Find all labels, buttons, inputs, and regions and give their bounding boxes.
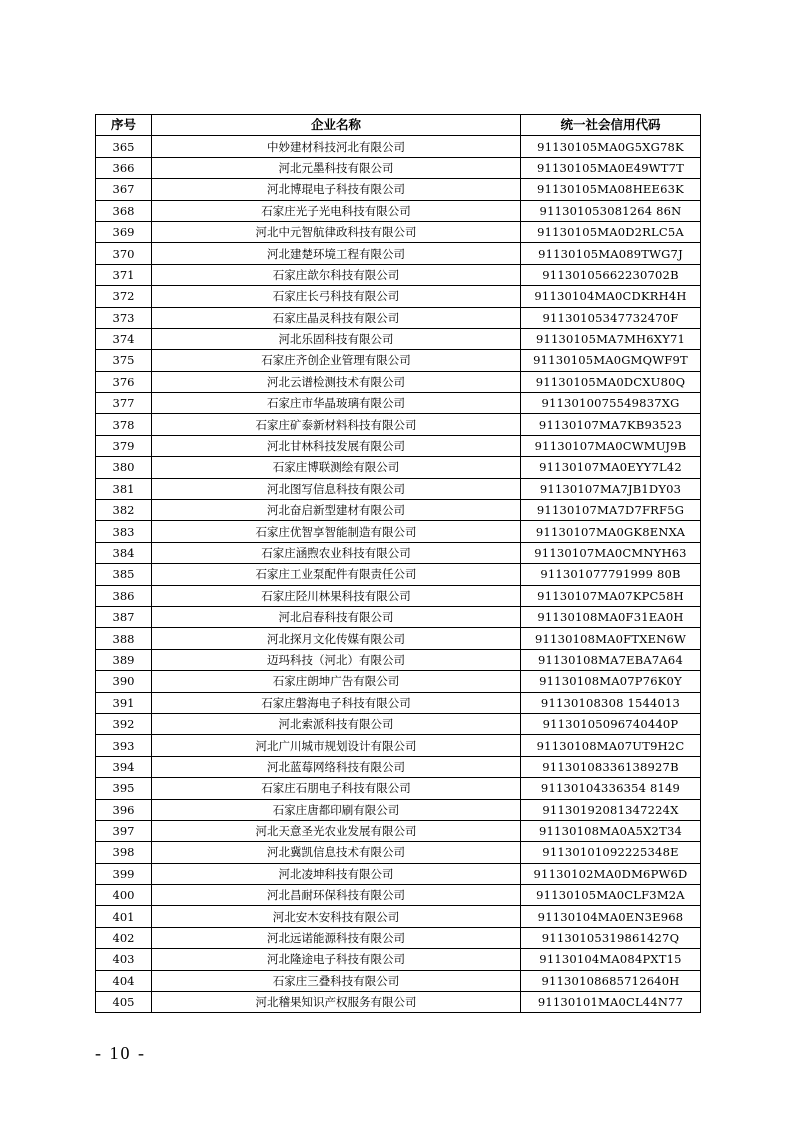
cell-serial-number: 395 (96, 778, 152, 799)
cell-credit-code: 91130107MA7KB93523 (521, 414, 701, 435)
table-row (96, 778, 701, 799)
table-row (96, 863, 701, 884)
table-row (96, 307, 701, 328)
cell-company-name: 河北博琨电子科技有限公司 (152, 179, 521, 200)
cell-credit-code: 91130105MA0CLF3M2A (521, 885, 701, 906)
cell-company-name: 石家庄涵煦农业科技有限公司 (152, 542, 521, 563)
cell-credit-code: 91130105662230702B (521, 264, 701, 285)
table-row (96, 992, 701, 1013)
table-row (96, 350, 701, 371)
cell-credit-code: 91130101MA0CL44N77 (521, 992, 701, 1013)
cell-credit-code: 91130107MA07KPC58H (521, 585, 701, 606)
cell-credit-code: 91130107MA0EYY7L42 (521, 457, 701, 478)
cell-serial-number: 374 (96, 328, 152, 349)
cell-credit-code: 91130107MA0CMNYH63 (521, 542, 701, 563)
cell-credit-code: 91130107MA0GK8ENXA (521, 521, 701, 542)
cell-credit-code: 91130108MA07UT9H2C (521, 735, 701, 756)
cell-serial-number: 368 (96, 200, 152, 221)
table-row (96, 970, 701, 991)
cell-company-name: 河北凌坤科技有限公司 (152, 863, 521, 884)
table-row (96, 628, 701, 649)
cell-company-name: 河北冀凯信息技术有限公司 (152, 842, 521, 863)
table-row (96, 927, 701, 948)
cell-serial-number: 378 (96, 414, 152, 435)
cell-company-name: 河北中元智航律政科技有限公司 (152, 221, 521, 242)
cell-company-name: 石家庄晶灵科技有限公司 (152, 307, 521, 328)
cell-credit-code: 91130105MA0E49WT7T (521, 157, 701, 178)
cell-company-name: 河北建楚环境工程有限公司 (152, 243, 521, 264)
cell-credit-code: 91130108308 1544013 (521, 692, 701, 713)
table-row (96, 478, 701, 499)
table-row (96, 756, 701, 777)
cell-credit-code: 91130105MA08HEE63K (521, 179, 701, 200)
cell-credit-code: 91130192081347224X (521, 799, 701, 820)
cell-company-name: 迈玛科技（河北）有限公司 (152, 649, 521, 670)
cell-credit-code: 91130104MA0CDKRH4H (521, 286, 701, 307)
cell-serial-number: 401 (96, 906, 152, 927)
cell-serial-number: 390 (96, 671, 152, 692)
table-row (96, 286, 701, 307)
cell-credit-code: 91130105319861427Q (521, 927, 701, 948)
cell-serial-number: 399 (96, 863, 152, 884)
cell-company-name: 石家庄歆尔科技有限公司 (152, 264, 521, 285)
cell-credit-code: 9113010075549837XG (521, 393, 701, 414)
table-row (96, 221, 701, 242)
table-row (96, 435, 701, 456)
cell-credit-code: 91130105MA7MH6XY71 (521, 328, 701, 349)
cell-credit-code: 91130104MA084PXT15 (521, 949, 701, 970)
cell-credit-code: 91130105MA0G5XG78K (521, 136, 701, 157)
cell-serial-number: 398 (96, 842, 152, 863)
cell-serial-number: 388 (96, 628, 152, 649)
table-row (96, 414, 701, 435)
cell-serial-number: 383 (96, 521, 152, 542)
table-row (96, 157, 701, 178)
cell-credit-code: 91130104336354 8149 (521, 778, 701, 799)
cell-serial-number: 369 (96, 221, 152, 242)
table-row (96, 521, 701, 542)
table-row (96, 542, 701, 563)
table-row (96, 564, 701, 585)
cell-company-name: 河北隆途电子科技有限公司 (152, 949, 521, 970)
cell-company-name: 河北奋启新型建材有限公司 (152, 500, 521, 521)
cell-company-name: 石家庄博联测绘有限公司 (152, 457, 521, 478)
cell-serial-number: 380 (96, 457, 152, 478)
cell-serial-number: 391 (96, 692, 152, 713)
table-row (96, 649, 701, 670)
cell-company-name: 河北云谱检测技术有限公司 (152, 371, 521, 392)
cell-serial-number: 379 (96, 435, 152, 456)
header-serial-number: 序号 (96, 115, 152, 136)
table-row (96, 500, 701, 521)
table-row (96, 606, 701, 627)
table-row (96, 585, 701, 606)
table-row (96, 671, 701, 692)
header-credit-code: 统一社会信用代码 (521, 115, 701, 136)
cell-credit-code: 91130108MA0A5X2T34 (521, 820, 701, 841)
cell-credit-code: 91130101092225348E (521, 842, 701, 863)
cell-serial-number: 370 (96, 243, 152, 264)
cell-serial-number: 372 (96, 286, 152, 307)
table-row (96, 179, 701, 200)
cell-credit-code: 91130108685712640H (521, 970, 701, 991)
cell-credit-code: 91130105347732470F (521, 307, 701, 328)
table-row (96, 735, 701, 756)
cell-company-name: 河北稽果知识产权服务有限公司 (152, 992, 521, 1013)
cell-serial-number: 396 (96, 799, 152, 820)
cell-company-name: 石家庄优智享智能制造有限公司 (152, 521, 521, 542)
table-row (96, 393, 701, 414)
cell-company-name: 河北远诺能源科技有限公司 (152, 927, 521, 948)
table-row (96, 692, 701, 713)
cell-serial-number: 384 (96, 542, 152, 563)
table-row (96, 885, 701, 906)
cell-serial-number: 373 (96, 307, 152, 328)
cell-company-name: 河北广川城市规划设计有限公司 (152, 735, 521, 756)
cell-company-name: 河北启春科技有限公司 (152, 606, 521, 627)
header-company-name: 企业名称 (152, 115, 521, 136)
cell-company-name: 石家庄唐都印刷有限公司 (152, 799, 521, 820)
cell-credit-code: 91130108MA0FTXEN6W (521, 628, 701, 649)
table-row (96, 457, 701, 478)
table-row (96, 264, 701, 285)
cell-credit-code: 91130102MA0DM6PW6D (521, 863, 701, 884)
cell-company-name: 石家庄长弓科技有限公司 (152, 286, 521, 307)
enterprise-table (95, 114, 701, 1013)
cell-company-name: 石家庄市华晶玻璃有限公司 (152, 393, 521, 414)
table-row (96, 949, 701, 970)
cell-company-name: 石家庄齐创企业管理有限公司 (152, 350, 521, 371)
table-row (96, 200, 701, 221)
cell-credit-code: 911301077791999 80B (521, 564, 701, 585)
cell-company-name: 石家庄矿泰新材料科技有限公司 (152, 414, 521, 435)
cell-credit-code: 91130105MA089TWG7J (521, 243, 701, 264)
cell-serial-number: 405 (96, 992, 152, 1013)
cell-company-name: 石家庄朗坤广告有限公司 (152, 671, 521, 692)
cell-credit-code: 91130105MA0DCXU80Q (521, 371, 701, 392)
cell-serial-number: 394 (96, 756, 152, 777)
cell-company-name: 河北乐固科技有限公司 (152, 328, 521, 349)
cell-credit-code: 91130104MA0EN3E968 (521, 906, 701, 927)
cell-credit-code: 91130108336138927B (521, 756, 701, 777)
cell-credit-code: 91130105MA0D2RLC5A (521, 221, 701, 242)
cell-credit-code: 91130105096740440P (521, 713, 701, 734)
table-row (96, 906, 701, 927)
cell-serial-number: 381 (96, 478, 152, 499)
cell-company-name: 石家庄磐海电子科技有限公司 (152, 692, 521, 713)
table-row (96, 328, 701, 349)
cell-serial-number: 392 (96, 713, 152, 734)
cell-credit-code: 91130107MA7JB1DY03 (521, 478, 701, 499)
cell-company-name: 石家庄工业泵配件有限责任公司 (152, 564, 521, 585)
cell-serial-number: 402 (96, 927, 152, 948)
table-row (96, 243, 701, 264)
table-row (96, 371, 701, 392)
cell-serial-number: 386 (96, 585, 152, 606)
cell-serial-number: 371 (96, 264, 152, 285)
cell-serial-number: 367 (96, 179, 152, 200)
cell-serial-number: 389 (96, 649, 152, 670)
table-row (96, 713, 701, 734)
cell-serial-number: 393 (96, 735, 152, 756)
cell-company-name: 河北甘林科技发展有限公司 (152, 435, 521, 456)
cell-credit-code: 91130105MA0GMQWF9T (521, 350, 701, 371)
table-row (96, 799, 701, 820)
cell-credit-code: 91130108MA0F31EA0H (521, 606, 701, 627)
cell-serial-number: 403 (96, 949, 152, 970)
cell-serial-number: 385 (96, 564, 152, 585)
cell-company-name: 中妙建材科技河北有限公司 (152, 136, 521, 157)
cell-serial-number: 382 (96, 500, 152, 521)
cell-serial-number: 375 (96, 350, 152, 371)
cell-company-name: 河北元墨科技有限公司 (152, 157, 521, 178)
cell-company-name: 河北探月文化传媒有限公司 (152, 628, 521, 649)
table-header-row (96, 115, 701, 136)
cell-serial-number: 365 (96, 136, 152, 157)
cell-company-name: 河北图写信息科技有限公司 (152, 478, 521, 499)
cell-company-name: 河北天意圣光农业发展有限公司 (152, 820, 521, 841)
cell-serial-number: 387 (96, 606, 152, 627)
cell-credit-code: 91130108MA7EBA7A64 (521, 649, 701, 670)
table-row (96, 842, 701, 863)
cell-serial-number: 376 (96, 371, 152, 392)
cell-serial-number: 404 (96, 970, 152, 991)
cell-company-name: 石家庄陉川林果科技有限公司 (152, 585, 521, 606)
table-row (96, 136, 701, 157)
cell-serial-number: 377 (96, 393, 152, 414)
cell-serial-number: 400 (96, 885, 152, 906)
cell-company-name: 河北昌耐环保科技有限公司 (152, 885, 521, 906)
table-row (96, 820, 701, 841)
cell-serial-number: 366 (96, 157, 152, 178)
cell-company-name: 石家庄三叠科技有限公司 (152, 970, 521, 991)
cell-company-name: 石家庄光子光电科技有限公司 (152, 200, 521, 221)
cell-company-name: 河北索派科技有限公司 (152, 713, 521, 734)
table-body (96, 136, 701, 1013)
cell-company-name: 河北安木安科技有限公司 (152, 906, 521, 927)
cell-credit-code: 91130107MA0CWMUJ9B (521, 435, 701, 456)
cell-credit-code: 91130108MA07P76K0Y (521, 671, 701, 692)
cell-company-name: 石家庄石朋电子科技有限公司 (152, 778, 521, 799)
cell-credit-code: 911301053081264 86N (521, 200, 701, 221)
cell-company-name: 河北蓝莓网络科技有限公司 (152, 756, 521, 777)
page-number: - 10 - (95, 1043, 146, 1063)
cell-serial-number: 397 (96, 820, 152, 841)
cell-credit-code: 91130107MA7D7FRF5G (521, 500, 701, 521)
